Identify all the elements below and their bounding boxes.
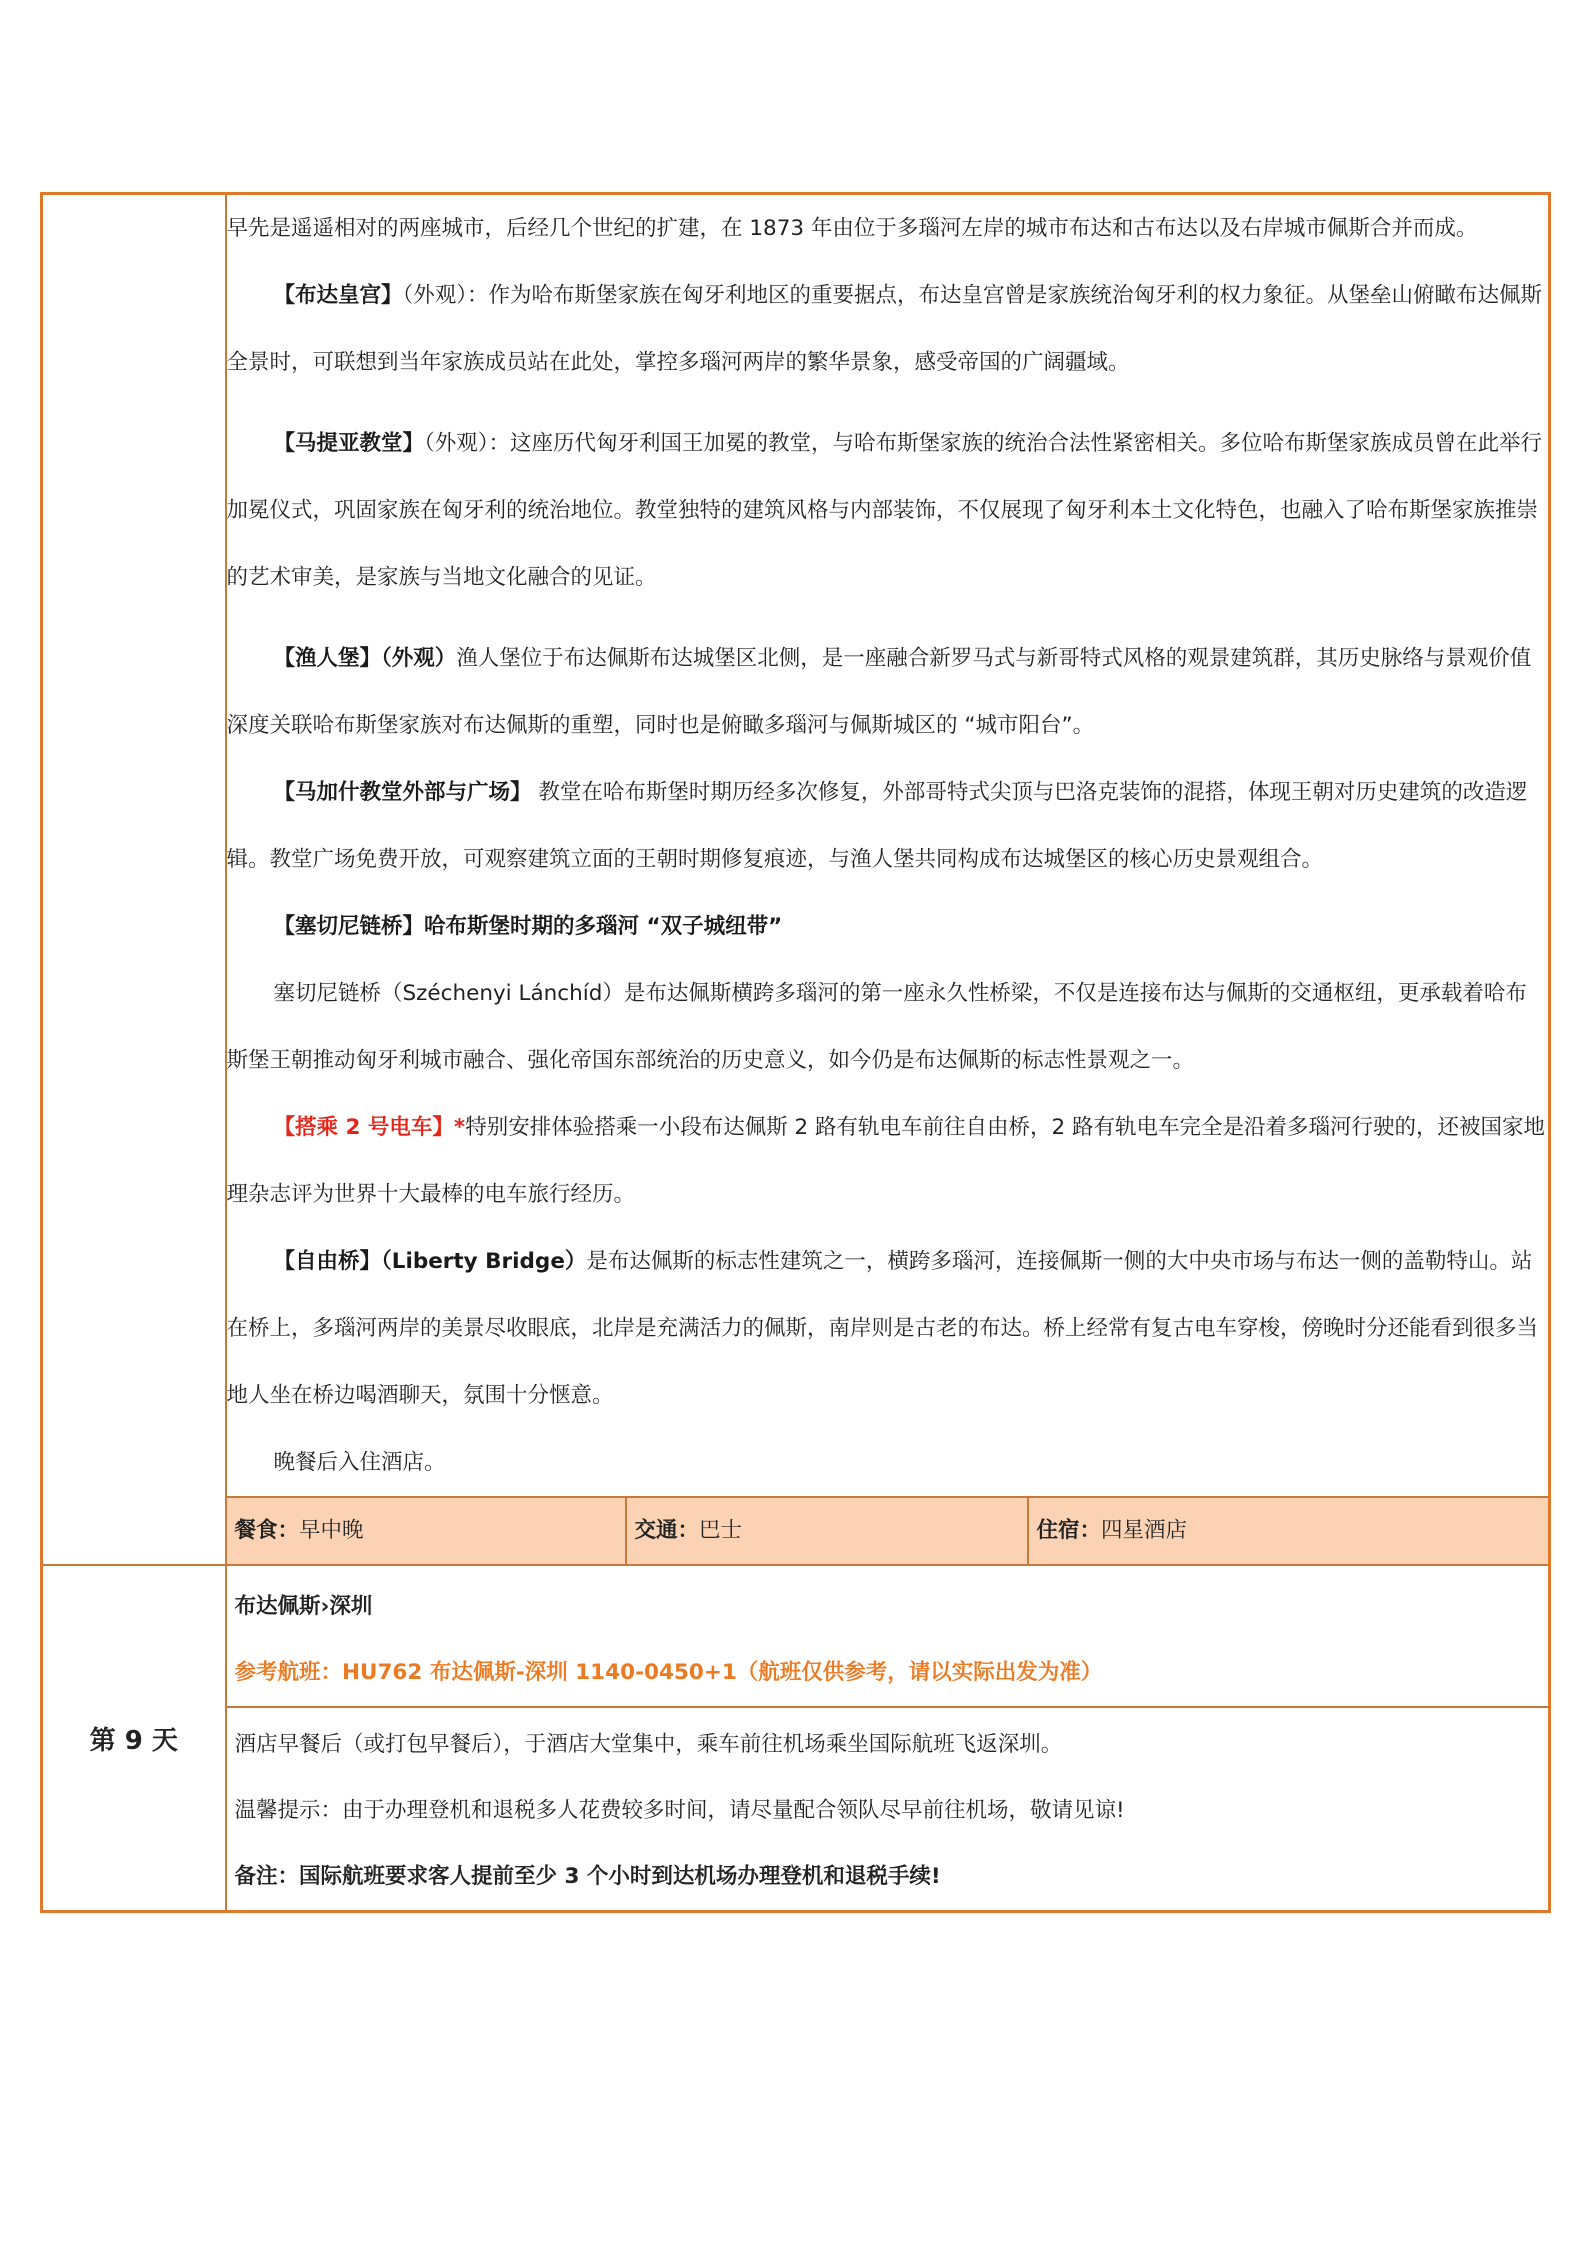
tram-paragraph [227, 1094, 1549, 1228]
day9-details [227, 1706, 1549, 1910]
hotel-cell [1028, 1497, 1550, 1565]
day8-label-cell [42, 194, 226, 1566]
day9-content-cell [226, 1565, 1550, 1912]
bastion-text: 渔人堡位于布达佩斯布达城堡区北侧，是一座融合新罗马式与新哥特式风格的观景建筑群，其历史脉络与景观价值深度关联哈布斯堡家族对布达佩斯的重塑，同时也是俯瞰多瑙河与佩斯城区的 “城市阳台”。 [226, 646, 1532, 738]
liberty-text: 是布达佩斯的标志性建筑之一，横跨多瑙河，连接佩斯一侧的大中央市场与布达一侧的盖勒特山。站在桥上，多瑙河两岸的美景尽收眼底，北岸是充满活力的佩斯，南岸则是古老的布达。桥上经常有复古电车穿梭，傍晚时分还能看到很多当地人坐在桥边喝酒聊天，氛围十分惬意。 [226, 1249, 1539, 1408]
matthias-text: （外观）：这座历代匈牙利国王加冕的教堂，与哈布斯堡家族的统治合法性紧密相关。多位哈布斯堡家族成员曾在此举行加冕仪式，巩固家族在匈牙利的统治地位。教堂独特的建筑风格与内部装饰，不仅展现了匈牙利本土文化特色，也融入了哈布斯堡家族推崇的艺术审美，是家族与当地文化融合的见证。 [226, 431, 1543, 590]
transport-value: 巴士 [699, 1518, 743, 1543]
matthias-title: 【马提亚教堂】 [273, 431, 425, 456]
liberty-paragraph [227, 1228, 1549, 1429]
transport-label: 交通： [634, 1518, 700, 1543]
meals-cell [226, 1497, 626, 1565]
day8-content-cell [226, 194, 1550, 1498]
chain-title: 【塞切尼链桥】哈布斯堡时期的多瑙河 “双子城纽带” [273, 914, 783, 939]
bastion-paragraph [227, 625, 1549, 759]
matthias-paragraph [227, 410, 1549, 611]
dinner-paragraph: 晚餐后入住酒店。 [273, 1450, 446, 1475]
bastion-title: 【渔人堡】（外观） [273, 646, 457, 671]
day9-row [42, 1565, 1550, 1912]
church-paragraph [227, 759, 1549, 893]
chain-paragraph: 塞切尼链桥（Széchenyi Lánchíd）是布达佩斯横跨多瑙河的第一座永久性桥梁，不仅是连接布达与佩斯的交通枢纽，更承载着哈布斯堡王朝推动匈牙利城市融合、强化帝国东部统治的历史意义，如今仍是布达佩斯的标志性景观之一。 [226, 981, 1527, 1073]
palace-text: （外观）：作为哈布斯堡家族在匈牙利地区的重要据点，布达皇宫曾是家族统治匈牙利的权力象征。从堡垒山俯瞰布达佩斯全景时，可联想到当年家族成员站在此处，掌控多瑙河两岸的繁华景象，感受帝国的广阔疆域。 [226, 283, 1543, 375]
palace-paragraph [227, 262, 1549, 396]
palace-title: 【布达皇宫】 [273, 283, 403, 308]
meals-value: 早中晚 [299, 1518, 364, 1543]
church-text: 教堂在哈布斯堡时期历经多次修复，外部哥特式尖顶与巴洛克装饰的混搭，体现王朝对历史建筑的改造逻辑。教堂广场免费开放，可观察建筑立面的王朝时期修复痕迹，与渔人堡共同构成布达城堡区的核心历史景观组合。 [226, 780, 1528, 872]
day8-info-row [42, 1497, 1550, 1565]
day8-content-row [42, 194, 1550, 1498]
liberty-title: 【自由桥】（Liberty Bridge） [273, 1249, 587, 1274]
tram-title: 【搭乘 2 号电车】* [273, 1115, 466, 1140]
chain-title-paragraph [227, 893, 1549, 960]
itinerary-table [40, 192, 1551, 1913]
day9-line2: 温馨提示：由于办理登机和退税多人花费较多时间，请尽量配合领队尽早前往机场，敬请见谅! [234, 1798, 1125, 1823]
day9-line3: 备注：国际航班要求客人提前至少 3 个小时到达机场办理登机和退税手续! [234, 1864, 941, 1889]
church-title: 【马加什教堂外部与广场】 [273, 780, 532, 805]
intro-paragraph: 早先是遥遥相对的两座城市，后经几个世纪的扩建，在 1873 年由位于多瑙河左岸的城市布达和古布达以及右岸城市佩斯合并而成。 [226, 216, 1478, 241]
day9-label: 第 9 天 [42, 1565, 226, 1912]
day9-header [227, 1566, 1549, 1706]
tram-text: 特别安排体验搭乘一小段布达佩斯 2 路有轨电车前往自由桥，2 路有轨电车完全是沿着多瑙河行驶的，还被国家地理杂志评为世界十大最棒的电车旅行经历。 [226, 1115, 1546, 1207]
day9-route: 布达佩斯›深圳 [234, 1594, 373, 1619]
transport-cell [626, 1497, 1028, 1565]
itinerary-sheet [40, 192, 1548, 1913]
meals-label: 餐食： [234, 1518, 300, 1543]
day9-flight: 参考航班：HU762 布达佩斯-深圳 1140-0450+1（航班仅供参考，请以实际出发为准） [234, 1660, 1103, 1685]
day9-line1: 酒店早餐后（或打包早餐后），于酒店大堂集中，乘车前往机场乘坐国际航班飞返深圳。 [234, 1732, 1063, 1757]
hotel-label: 住宿： [1036, 1518, 1102, 1543]
hotel-value: 四星酒店 [1101, 1518, 1188, 1543]
